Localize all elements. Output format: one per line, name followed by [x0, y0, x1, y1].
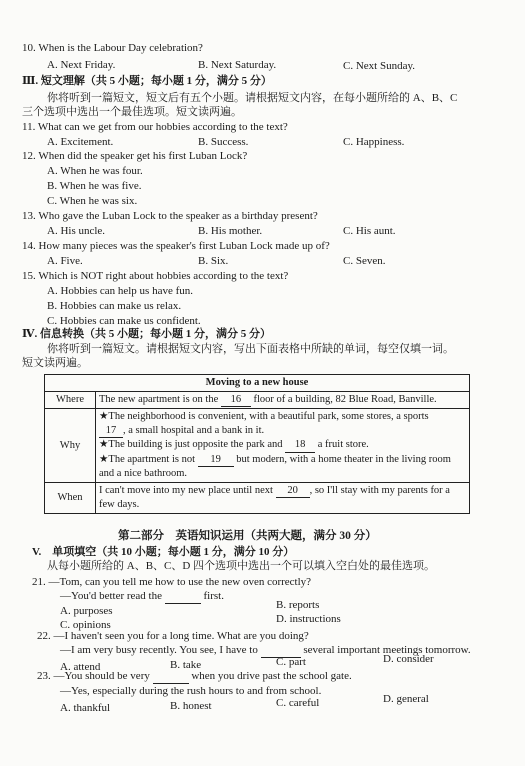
question-12 — [22, 150, 247, 163]
option-a: A. thankful — [60, 702, 111, 714]
question-text: How many pieces was the speaker's first Luban Lock made up of? — [38, 240, 330, 252]
option-b: B. Next Saturday. — [198, 59, 277, 71]
section-3-instruction: 你将听到一篇短文，短文后有五个小题。请根据短文内容，在每小题所给的 A、B、C — [47, 92, 458, 104]
option-c: C. Next Sunday. — [343, 60, 416, 72]
question-23: 23. —You should be very when you drive past the school gate. — [37, 670, 352, 682]
blank-20: 20 — [276, 484, 310, 499]
option-a: A. attend — [60, 661, 101, 673]
option-b: B. reports — [276, 599, 320, 611]
option-c: C. Happiness. — [343, 136, 405, 148]
blank-19: 19 — [198, 453, 234, 468]
table-row-when — [45, 482, 470, 513]
table-header: Moving to a new house — [45, 375, 470, 392]
option-d: D. consider — [383, 653, 434, 665]
blank-16: 16 — [221, 393, 251, 408]
option-a: A. Excitement. — [47, 136, 114, 148]
option-b: B. honest — [170, 700, 212, 712]
section-5-instruction: 从每小题所给的 A、B、C、D 四个选项中选出一个可以填入空白处的最佳选项。 — [47, 560, 436, 572]
option-a: A. Five. — [47, 255, 83, 267]
question-23-line2: —Yes, especially during the rush hours to and from school. — [60, 685, 322, 697]
section-3-title: Ⅲ. 短文理解（共 5 小题；每小题 1 分，满分 5 分） — [22, 75, 272, 87]
blank-17: 17 — [99, 424, 123, 439]
row-label: Where — [45, 391, 96, 409]
option-c: C. When he was six. — [47, 195, 138, 207]
question-number: 21. — [32, 576, 46, 588]
section-3-instruction-cont: 三个选项中选出一个最佳选项。短文读两遍。 — [22, 106, 242, 118]
option-a: A. Hobbies can help us have fun. — [47, 285, 194, 297]
option-a: A. purposes — [60, 605, 113, 617]
row-content: The new apartment is on the 16 floor of a building, 82 Blue Road, Banville. — [96, 391, 470, 409]
section-4-instruction-cont: 短文读两遍。 — [22, 357, 88, 369]
option-c: C. Hobbies can make us confident. — [47, 315, 201, 327]
question-text: Who gave the Luban Lock to the speaker as a birthday present? — [38, 210, 318, 222]
question-text: —Tom, can you tell me how to use the new oven correctly? — [48, 576, 312, 588]
question-15 — [22, 270, 288, 283]
part-2-title: 第二部分 英语知识运用（共两大题，满分 30 分） — [118, 530, 377, 542]
option-d: D. instructions — [276, 613, 341, 625]
question-21 — [32, 576, 311, 589]
question-number: 12. — [22, 150, 36, 162]
option-c: C. careful — [276, 697, 320, 709]
question-number: 22. — [37, 630, 51, 642]
section-4-instruction: 你将听到一篇短文。请根据短文内容，写出下面表格中所缺的单词，每空仅填一词。 — [47, 343, 454, 355]
option-a: A. His uncle. — [47, 225, 106, 237]
table-row-why — [45, 409, 470, 483]
table-row-where — [45, 391, 470, 409]
answer-blank — [153, 670, 189, 684]
blank-18: 18 — [285, 438, 315, 453]
question-number: 11. — [22, 121, 36, 133]
option-d: D. general — [383, 693, 429, 705]
info-table — [44, 374, 470, 514]
question-number: 23. — [37, 670, 51, 682]
option-a: A. Next Friday. — [47, 59, 116, 71]
question-text: What can we get from our hobbies according to the text? — [37, 121, 288, 133]
question-number: 10. — [22, 42, 36, 54]
question-10 — [22, 42, 203, 55]
question-text: —I haven't seen you for a long time. What are you doing? — [53, 630, 309, 642]
option-b: B. His mother. — [198, 225, 263, 237]
section-5-title: V. 单项填空（共 10 小题；每小题 1 分，满分 10 分） — [32, 546, 295, 558]
option-b: B. Hobbies can make us relax. — [47, 300, 182, 312]
question-number: 14. — [22, 240, 36, 252]
row-content: I can't move into my new place until next 20 , so I'll stay with my parents for a few days. — [96, 482, 470, 513]
question-number: 15. — [22, 270, 36, 282]
question-number: 13. — [22, 210, 36, 222]
row-label: Why — [45, 409, 96, 483]
question-13 — [22, 210, 318, 223]
option-a: A. When he was four. — [47, 165, 143, 177]
question-22-line2: —I am very busy recently. You see, I have to several important meetings tomorrow. — [60, 644, 471, 656]
option-c: C. part — [276, 656, 306, 668]
option-b: B. Six. — [198, 255, 229, 267]
section-4-title: Ⅳ. 信息转换（共 5 小题；每小题 1 分，满分 5 分） — [22, 328, 271, 340]
option-b: B. take — [170, 659, 202, 671]
answer-blank — [165, 590, 201, 604]
option-b: B. Success. — [198, 136, 249, 148]
question-11 — [22, 121, 288, 134]
question-text: When is the Labour Day celebration? — [38, 42, 203, 54]
option-b: B. When he was five. — [47, 180, 142, 192]
question-14 — [22, 240, 330, 253]
row-label: When — [45, 482, 96, 513]
question-text: When did the speaker get his first Luban Lock? — [38, 150, 248, 162]
question-21-line2: —You'd better read the first. — [60, 590, 224, 602]
option-c: C. His aunt. — [343, 225, 396, 237]
question-22 — [37, 630, 309, 643]
row-content: ★The neighborhood is convenient, with a beautiful park, some stores, a sports 17 , a small hospital and a bank in it. ★The building is just opposite the park and 18 a fruit store. ★The apartment is not 19 but modern, with a home theater in the living room and a nice bathroom. — [96, 409, 470, 483]
option-c: C. Seven. — [343, 255, 386, 267]
question-text: Which is NOT right about hobbies according to the text? — [38, 270, 289, 282]
option-c: C. opinions — [60, 619, 111, 631]
